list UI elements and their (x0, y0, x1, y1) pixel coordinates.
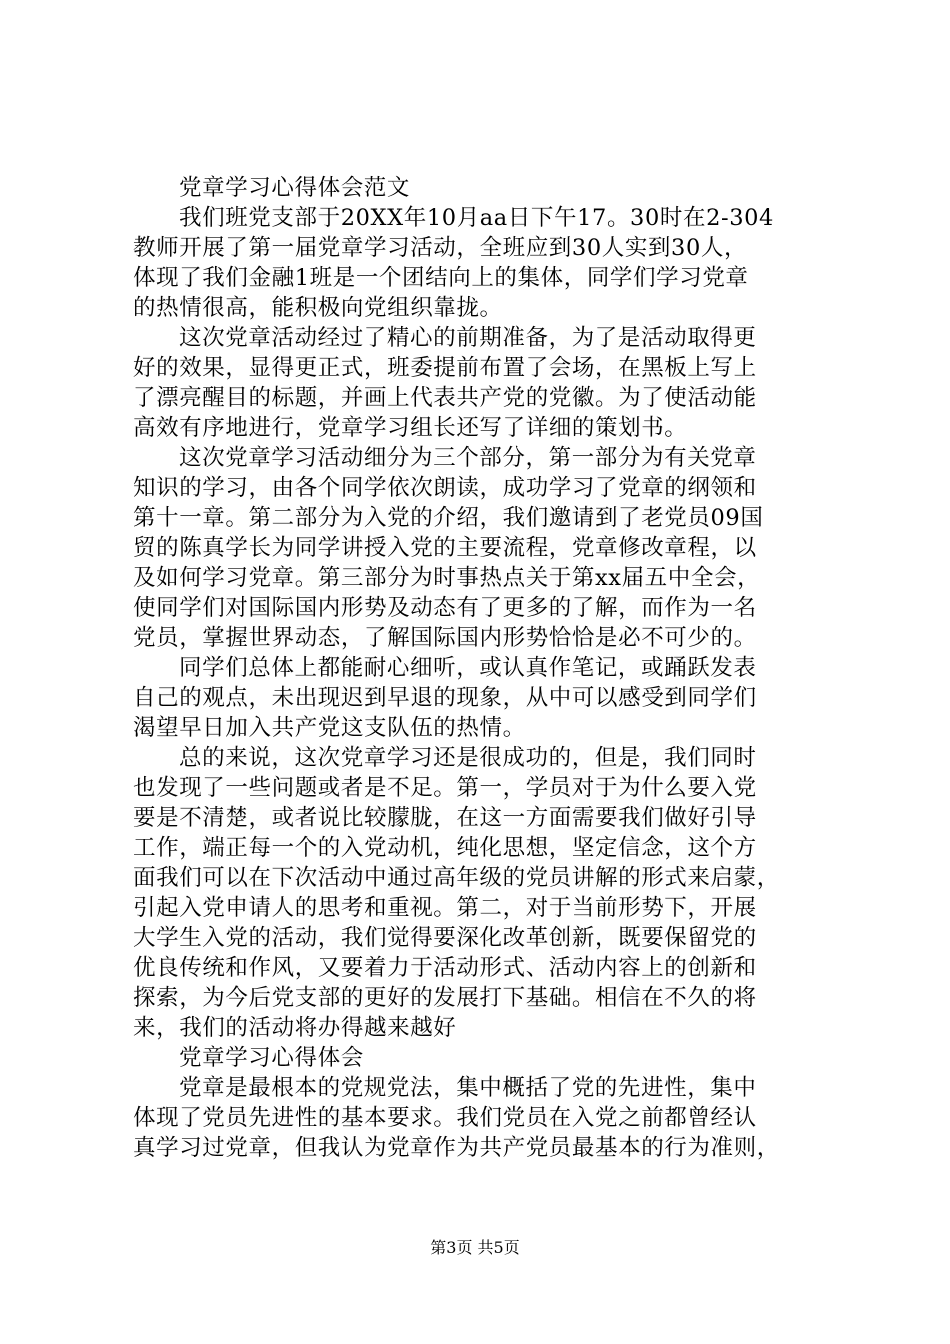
paragraph-line: 真学习过党章，但我认为党章作为共产党员最基本的行为准则， (133, 1135, 780, 1161)
paragraph-line: 来，我们的活动将办得越来越好 (133, 1015, 457, 1041)
paragraph-line: 这次党章学习活动细分为三个部分，第一部分为有关党章 (179, 445, 757, 471)
paragraph-line: 优良传统和作风，又要着力于活动形式、活动内容上的创新和 (133, 955, 757, 981)
paragraph-line: 总的来说，这次党章学习还是很成功的，但是，我们同时 (179, 745, 757, 771)
paragraph-line: 探索，为今后党支部的更好的发展打下基础。相信在不久的将 (133, 985, 757, 1011)
paragraph-line: 第十一章。第二部分为入党的介绍，我们邀请到了老党员09国 (133, 505, 764, 531)
paragraph-line: 自己的观点，未出现迟到早退的现象，从中可以感受到同学们 (133, 685, 757, 711)
paragraph-line: 这次党章活动经过了精心的前期准备，为了是活动取得更 (179, 325, 757, 351)
paragraph-line: 面我们可以在下次活动中通过高年级的党员讲解的形式来启蒙， (133, 865, 780, 891)
paragraph-line: 大学生入党的活动，我们觉得要深化改革创新，既要保留党的 (133, 925, 757, 951)
paragraph-line: 同学们总体上都能耐心细听，或认真作笔记，或踊跃发表 (179, 655, 757, 681)
essay-title-1: 党章学习心得体会范文 (179, 175, 411, 201)
paragraph-line: 要是不清楚，或者说比较朦胧，在这一方面需要我们做好引导 (133, 805, 757, 831)
paragraph-line: 知识的学习，由各个同学依次朗读，成功学习了党章的纲领和 (133, 475, 757, 501)
paragraph-line: 我们班党支部于20XX年10月aa日下午17。30时在2-304 (179, 205, 774, 231)
paragraph-line: 体现了我们金融1班是一个团结向上的集体，同学们学习党章 (133, 265, 749, 291)
paragraph-line: 党章是最根本的党规党法，集中概括了党的先进性，集中 (179, 1075, 757, 1101)
page-number-footer: 第3页 共5页 (430, 1238, 520, 1257)
paragraph-line: 党员，掌握世界动态，了解国际国内形势恰恰是必不可少的。 (133, 625, 757, 651)
document-body (133, 173, 833, 1163)
paragraph-line: 教师开展了第一届党章学习活动，全班应到30人实到30人， (133, 235, 748, 261)
paragraph-line: 引起入党申请人的思考和重视。第二，对于当前形势下，开展 (133, 895, 757, 921)
paragraph-line: 及如何学习党章。第三部分为时事热点关于第xx届五中全会， (133, 565, 761, 591)
paragraph-line: 使同学们对国际国内形势及动态有了更多的了解，而作为一名 (133, 595, 757, 621)
paragraph-line: 渴望早日加入共产党这支队伍的热情。 (133, 715, 526, 741)
paragraph-line: 也发现了一些问题或者是不足。第一，学员对于为什么要入党 (133, 775, 757, 801)
paragraph-line: 贸的陈真学长为同学讲授入党的主要流程，党章修改章程，以 (133, 535, 757, 561)
paragraph-line: 的热情很高，能积极向党组织靠拢。 (133, 295, 503, 321)
paragraph-line: 好的效果，显得更正式，班委提前布置了会场，在黑板上写上 (133, 355, 757, 381)
paragraph-line: 工作，端正每一个的入党动机，纯化思想，坚定信念，这个方 (133, 835, 757, 861)
paragraph-line: 高效有序地进行，党章学习组长还写了详细的策划书。 (133, 415, 688, 441)
essay-title-2: 党章学习心得体会 (179, 1045, 364, 1071)
paragraph-line: 体现了党员先进性的基本要求。我们党员在入党之前都曾经认 (133, 1105, 757, 1131)
paragraph-line: 了漂亮醒目的标题，并画上代表共产党的党徽。为了使活动能 (133, 385, 757, 411)
